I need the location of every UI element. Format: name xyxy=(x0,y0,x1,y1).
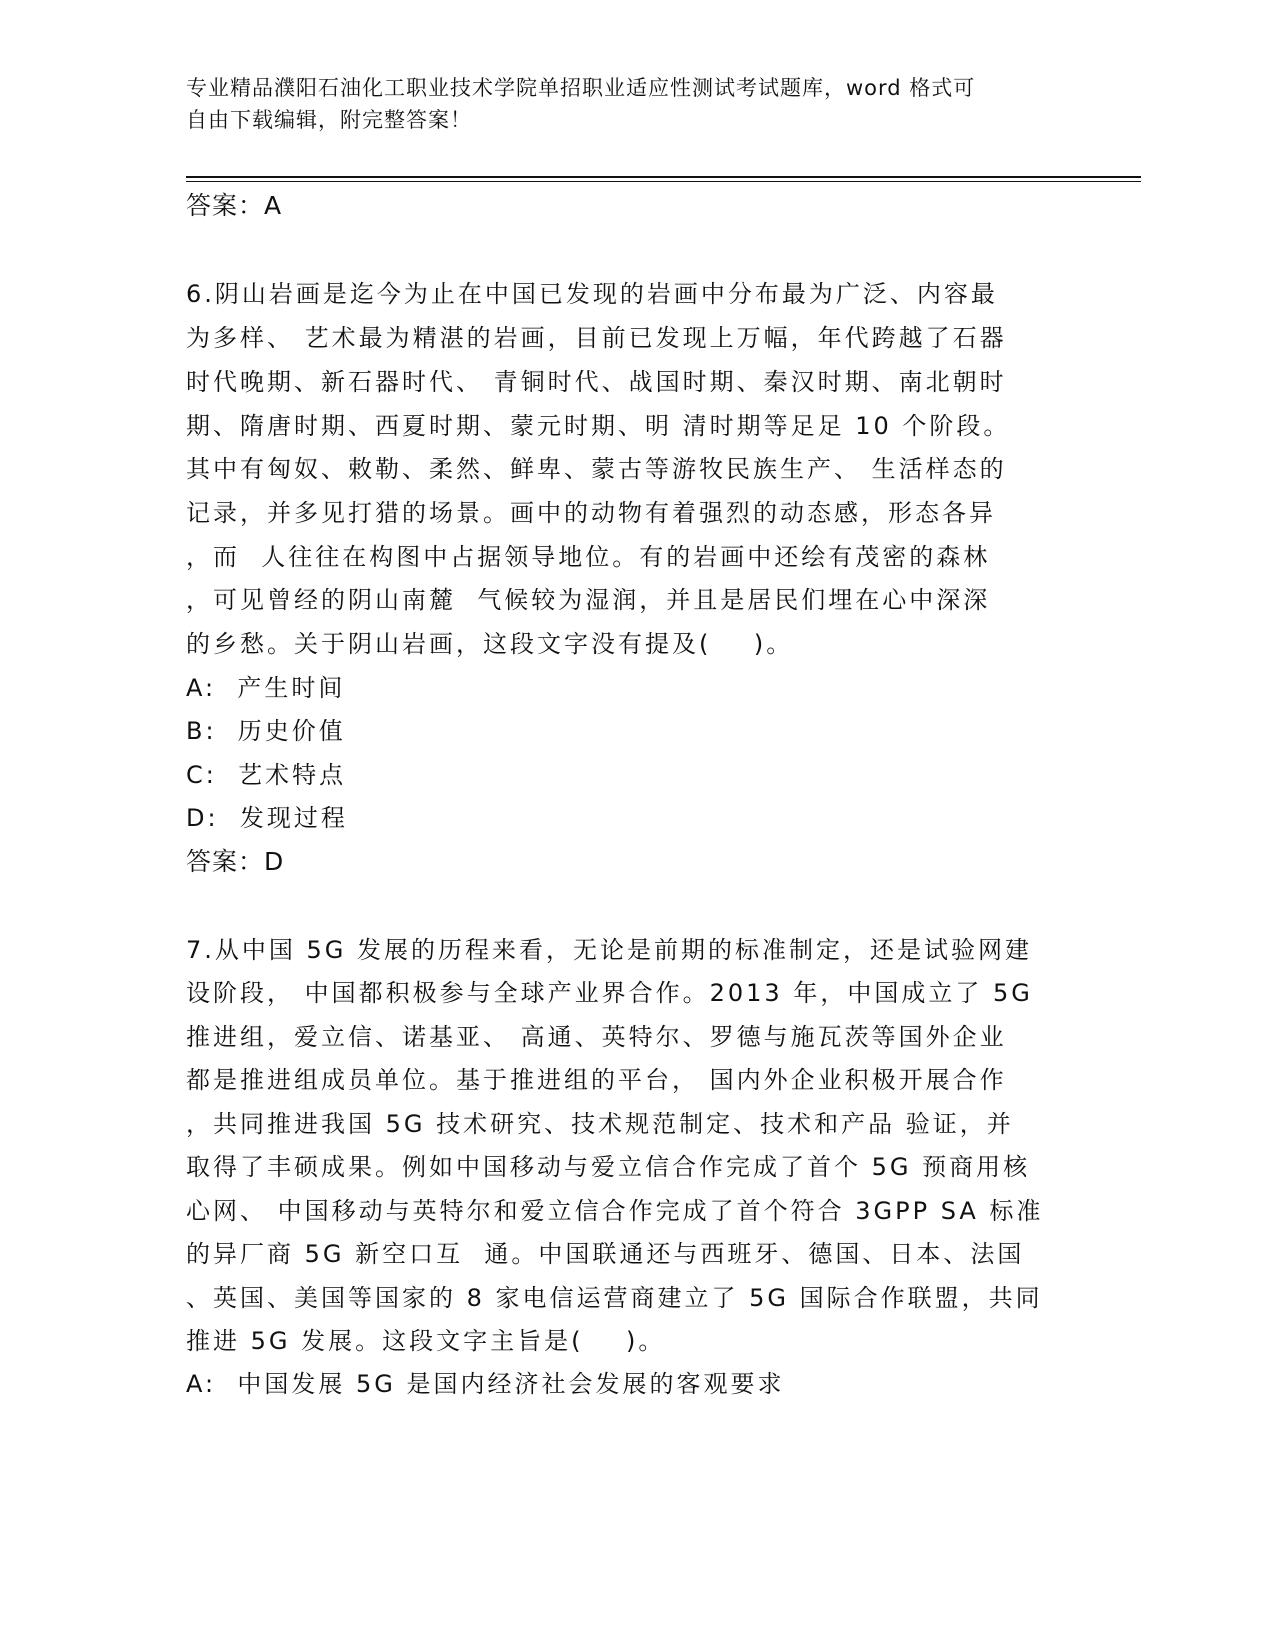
q6-text-line: 记录，并多见打猎的场景。画中的动物有着强烈的动态感，形态各异 xyxy=(186,499,996,527)
q7-text-line: ，共同推进我国 5G 技术研究、技术规范制定、技术和产品 验证，并 xyxy=(186,1110,1014,1138)
q7-text-line: 的异厂商 5G 新空口互 通。中国联通还与西班牙、德国、日本、法国 xyxy=(186,1240,1025,1268)
q7-text-line: 设阶段， 中国都积极参与全球产业界合作。2013 年，中国成立了 5G xyxy=(186,979,1033,1007)
header-line-1: 专业精品濮阳石油化工职业技术学院单招职业适应性测试考试题库，word 格式可 xyxy=(186,76,976,100)
q7-option-a: A: 中国发展 5G 是国内经济社会发展的客观要求 xyxy=(186,1370,785,1398)
q6-text-line: ，可见曾经的阴山南麓 气候较为湿润，并且是居民们埋在心中深深 xyxy=(186,586,991,614)
q6-text-line: 的乡愁。关于阴山岩画，这段文字没有提及( )。 xyxy=(186,630,794,658)
q7-text-line: 心网、 中国移动与英特尔和爱立信合作完成了首个符合 3GPP SA 标准 xyxy=(186,1197,1044,1225)
q6-answer: 答案：D xyxy=(186,847,285,876)
q6-text-line: ，而 人往往在构图中占据领导地位。有的岩画中还绘有茂密的森林 xyxy=(186,543,991,571)
q6-option-a: A: 产生时间 xyxy=(186,674,346,702)
header-line-2: 自由下载编辑，附完整答案！ xyxy=(186,108,472,132)
q6-option-b: B: 历史价值 xyxy=(186,717,346,745)
q7-text-line: 推进 5G 发展。这段文字主旨是( )。 xyxy=(186,1327,666,1355)
header-rule-thick xyxy=(186,176,1141,178)
q6-option-d: D: 发现过程 xyxy=(186,804,348,832)
q6-text-line: 其中有匈奴、敕勒、柔然、鲜卑、蒙古等游牧民族生产、 生活样态的 xyxy=(186,455,1007,483)
header-rule-thin xyxy=(186,181,1141,182)
q6-text-line: 6.阴山岩画是迄今为止在中国已发现的岩画中分布最为广泛、内容最 xyxy=(186,280,998,308)
q6-text-line: 时代晚期、新石器时代、 青铜时代、战国时期、秦汉时期、南北朝时 xyxy=(186,368,1007,396)
q7-text-line: 7.从中国 5G 发展的历程来看，无论是前期的标准制定，还是试验网建 xyxy=(186,936,1033,964)
q7-text-line: 、英国、美国等国家的 8 家电信运营商建立了 5G 国际合作联盟，共同 xyxy=(186,1284,1043,1312)
q7-text-line: 取得了丰硕成果。例如中国移动与爱立信合作完成了首个 5G 预商用核 xyxy=(186,1153,1031,1181)
q7-text-line: 都是推进组成员单位。基于推进组的平台， 国内外企业积极开展合作 xyxy=(186,1066,1007,1094)
q7-text-line: 推进组，爱立信、诺基亚、 高通、英特尔、罗德与施瓦茨等国外企业 xyxy=(186,1023,1007,1051)
q6-option-c: C: 艺术特点 xyxy=(186,761,347,789)
previous-answer: 答案：A xyxy=(186,191,283,220)
page-header xyxy=(186,72,1066,136)
q6-text-line: 期、隋唐时期、西夏时期、蒙元时期、明 清时期等足足 10 个阶段。 xyxy=(186,412,1011,440)
q6-text-line: 为多样、 艺术最为精湛的岩画，目前已发现上万幅，年代跨越了石器 xyxy=(186,324,1007,352)
